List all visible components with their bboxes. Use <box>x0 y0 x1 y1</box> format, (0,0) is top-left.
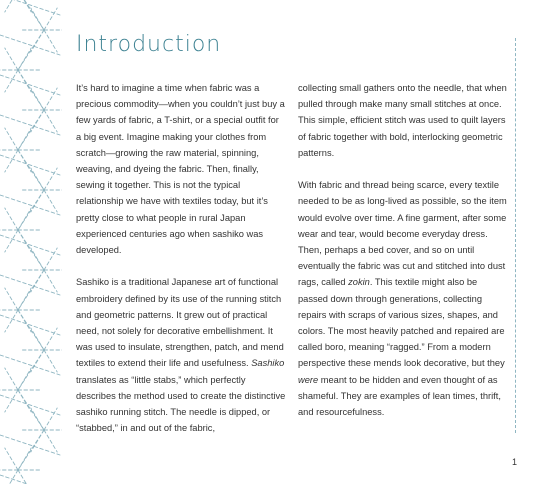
dashed-margin-rule-icon <box>515 38 516 433</box>
text-run: translates as “little stabs,” which perfectly describes the method used to create the distinctive sashiko running stitch. The needle is dipped, or “stabbed,” in and out of the fabric, <box>76 374 286 434</box>
italic-term: Sashiko <box>251 358 285 369</box>
text-run: With fabric and thread being scarce, every textile needed to be as long-lived as possible, so the item would evolve over time. A fine garment, after some wear and tear, would become everyday dress. Then, perhaps a bed cover, and so on until eventually the fabric was cut and stitched into dust rags, called <box>298 180 507 288</box>
body-paragraph <box>298 80 508 161</box>
italic-term: were <box>298 374 319 385</box>
italic-term: zokin <box>348 277 370 288</box>
sashiko-stitch-pattern-border-icon <box>0 0 62 484</box>
body-column-left <box>76 80 286 453</box>
page-title: Introduction <box>76 32 222 57</box>
body-paragraph <box>298 177 508 420</box>
body-column-right <box>298 80 508 436</box>
text-run: collecting small gathers onto the needle, that when pulled through make many small stitches at once. This simple, efficient stitch was used to quilt layers of fabric together with bold, interlocking geometric patterns. <box>298 83 507 158</box>
text-run: . This textile might also be passed down through generations, collecting repairs with scraps of various sizes, shapes, and colors. The most heavily patched and repaired are called boro, meaning “ragged.” From a modern perspective these mends look decorative, but they <box>298 277 505 369</box>
body-paragraph <box>76 80 286 258</box>
text-run: meant to be hidden and even thought of as shameful. They are examples of lean times, thrift, and resourcefulness. <box>298 374 501 418</box>
page-number: 1 <box>512 457 518 467</box>
body-paragraph <box>76 274 286 436</box>
text-run: Sashiko is a traditional Japanese art of functional embroidery defined by its use of the running stitch and geometric patterns. It grew out of practical need, not solely for decorative embellishment. It was used to insulate, strengthen, patch, and mend textiles to extend their life and usefulness. <box>76 277 284 369</box>
text-run: It’s hard to imagine a time when fabric was a precious commodity—when you couldn’t just buy a few yards of fabric, a T-shirt, or a special outfit for a big event. Imagine making your clothes from scratch—growing the raw material, spinning, weaving, and dyeing the fabric. Then, finally, sewing it together. This is not the typical relationship we have with textiles today, but it’s pretty close to what people in rural Japan experienced centuries ago when sashiko was developed. <box>76 83 285 256</box>
